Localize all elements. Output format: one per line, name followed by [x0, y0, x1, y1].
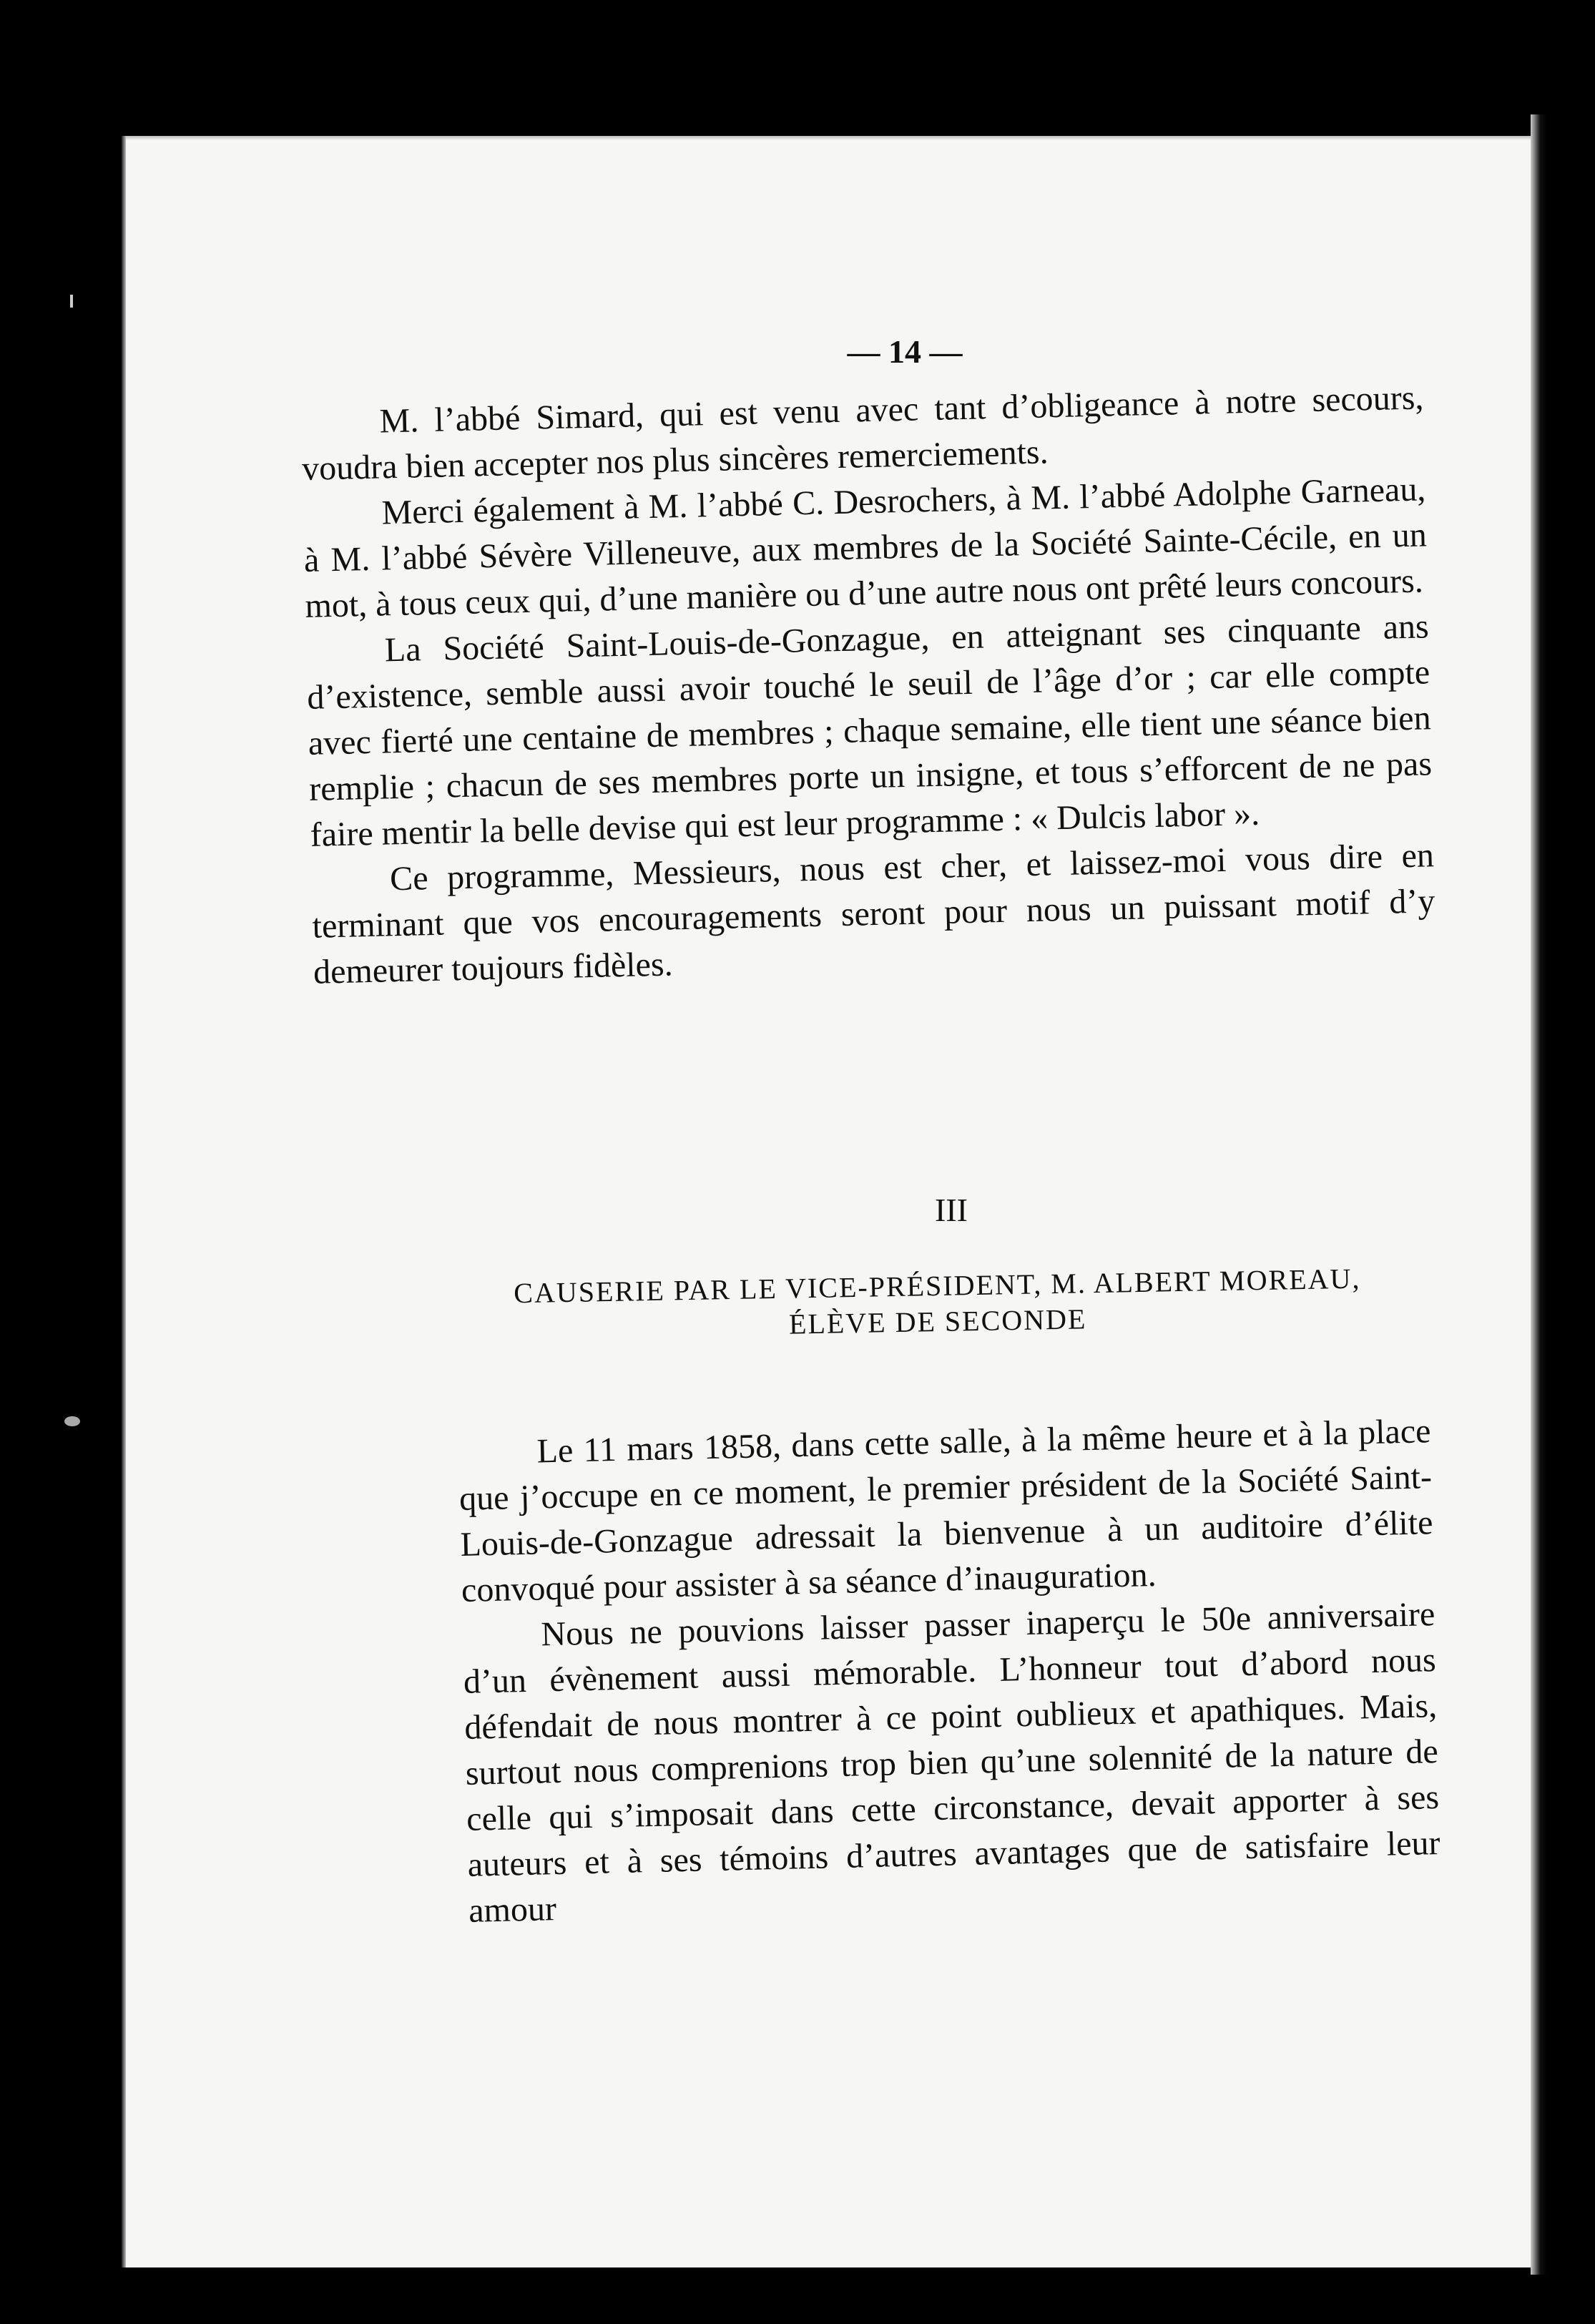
section-numeral: III — [935, 1192, 968, 1228]
section-heading-line-1: CAUSERIE PAR LE VICE-PRÉSIDENT, M. ALBERT MOREAU, — [513, 1262, 1361, 1310]
paragraph-society-fifty-years: La Société Saint-Louis-de-Gonzague, en atteignant ses cinquante ans d’existence, semble aussi avoir touché le seuil de l’âge d’or ; car elle compte avec fierté une centaine de membres ; chaque semaine, elle tient une séance bien remplie ; chacun de ses membres porte un insigne, et tous s’efforcent de ne pas faire mentir la belle devise qui est leur programme : « Dulcis labor ». — [306, 607, 1433, 854]
paragraph-eleven-march: Le 11 mars 1858, dans cette salle, à la même heure et à la place que j’occupe en ce moment, le premier président de la Société Saint-Louis-de-Gonzague adressait la bienvenue à un auditoire d’élite convoqué pour assister à sa séance d’inauguration. — [458, 1412, 1433, 1609]
section-heading-line-2: ÉLÈVE DE SECONDE — [788, 1303, 1087, 1340]
paragraph-programme: Ce programme, Messieurs, nous est cher, et laissez-moi vous dire en terminant que vos encouragements seront pour nous un puissant motif d’y demeurer toujours fidèles. — [312, 836, 1436, 991]
paragraph-fiftieth-anniversary: Nous ne pouvions laisser passer inaperçu le 50e anniversaire d’un évènement aussi mémorable. L’honneur tout d’abord nous défendait de nous montrer à ce point oublieux et apathiques. Mais, surtout nous comprenions trop bien qu’une solennité de la nature de celle qui s’imposait dans cette circonstance, devait apporter à ses auteurs et à ses témoins d’autres avantages que de satisfaire leur amour — [463, 1595, 1441, 1930]
margin-tick-mark — [70, 295, 73, 308]
lower-text-block — [458, 1408, 1442, 1934]
page-right-edge — [1531, 114, 1546, 2275]
paragraph-thanks-simard: M. l’abbé Simard, qui est venu avec tant d’obligeance à notre secours, voudra bien accepter nos plus sincères remerciements. — [301, 378, 1424, 488]
page-top-rule — [122, 136, 1541, 140]
margin-dot-mark — [64, 1416, 80, 1426]
page-number: — 14 — — [847, 333, 963, 370]
upper-text-block — [300, 375, 1436, 995]
page-left-edge — [122, 136, 126, 2267]
paragraph-thanks-others: Merci également à M. l’abbé C. Desrochers, à M. l’abbé Adolphe Garneau, à M. l’abbé Sévère Villeneuve, aux membres de la Société Sainte-Cécile, en un mot, à tous ceux qui, d’une manière ou d’une autre nous ont prêté leurs concours. — [303, 470, 1428, 625]
